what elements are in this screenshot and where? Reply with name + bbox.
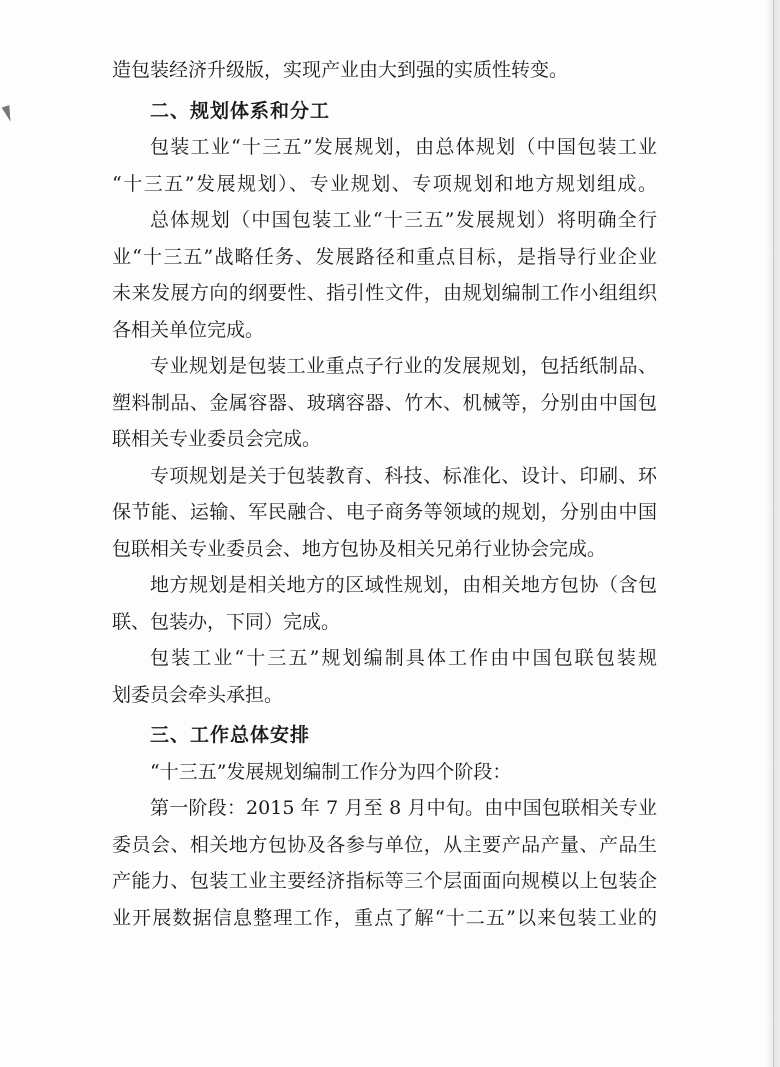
text-line: 委员会、相关地方包协及各参与单位，从主要产品产量、产品生 (112, 833, 657, 856)
text-line: 包装工业“十三五”规划编制具体工作由中国包联包装规 (150, 647, 657, 669)
text-line: 联相关专业委员会完成。 (112, 428, 322, 450)
scan-edge-line (773, 0, 774, 1067)
scan-mark (2, 105, 15, 123)
text-line: 塑料制品、金属容器、玻璃容器、竹木、机械等，分别由中国包 (112, 391, 657, 414)
text-line: 保节能、运输、军民融合、电子商务等领域的规划，分别由中国 (112, 501, 657, 523)
text-line: 产能力、包装工业主要经济指标等三个层面面向规模以上包装企 (112, 870, 657, 892)
text-line: 联、包装办，下同）完成。 (112, 610, 341, 633)
text-line: 专项规划是关于包装教育、科技、标准化、设计、印刷、环 (150, 464, 657, 487)
text-line: 总体规划（中国包装工业“十三五”发展规划）将明确全行 (150, 209, 657, 231)
text-line: “十三五”发展规划编制工作分为四个阶段： (150, 760, 512, 783)
section-heading: 三、工作总体安排 (150, 724, 311, 746)
text-line: 地方规划是相关地方的区域性规划，由相关地方包协（含包 (150, 574, 657, 596)
text-line: 包联相关专业委员会、地方包协及相关兄弟行业协会完成。 (112, 537, 607, 560)
document-body (112, 52, 657, 936)
text-line: “十三五”发展规划）、专业规划、专项规划和地方规划组成。 (112, 172, 657, 195)
text-line: 第一阶段：2015 年 7 月至 8 月中旬。由中国包联相关专业 (150, 797, 657, 819)
text-line: 包装工业“十三五”发展规划，由总体规划（中国包装工业 (150, 136, 657, 158)
text-line: 业“十三五”战略任务、发展路径和重点目标，是指导行业企业 (112, 245, 657, 268)
text-line: 划委员会牵头承担。 (112, 683, 284, 706)
text-line: 未来发展方向的纲要性、指引性文件，由规划编制工作小组组织 (112, 282, 657, 304)
text-line: 专业规划是包装工业重点子行业的发展规划，包括纸制品、 (150, 355, 657, 377)
text-line: 造包装经济升级版，实现产业由大到强的实质性转变。 (112, 59, 569, 81)
text-line: 各相关单位完成。 (112, 318, 265, 341)
section-heading: 二、规划体系和分工 (150, 99, 331, 122)
text-line: 业开展数据信息整理工作，重点了解“十二五”以来包装工业的 (112, 906, 657, 929)
